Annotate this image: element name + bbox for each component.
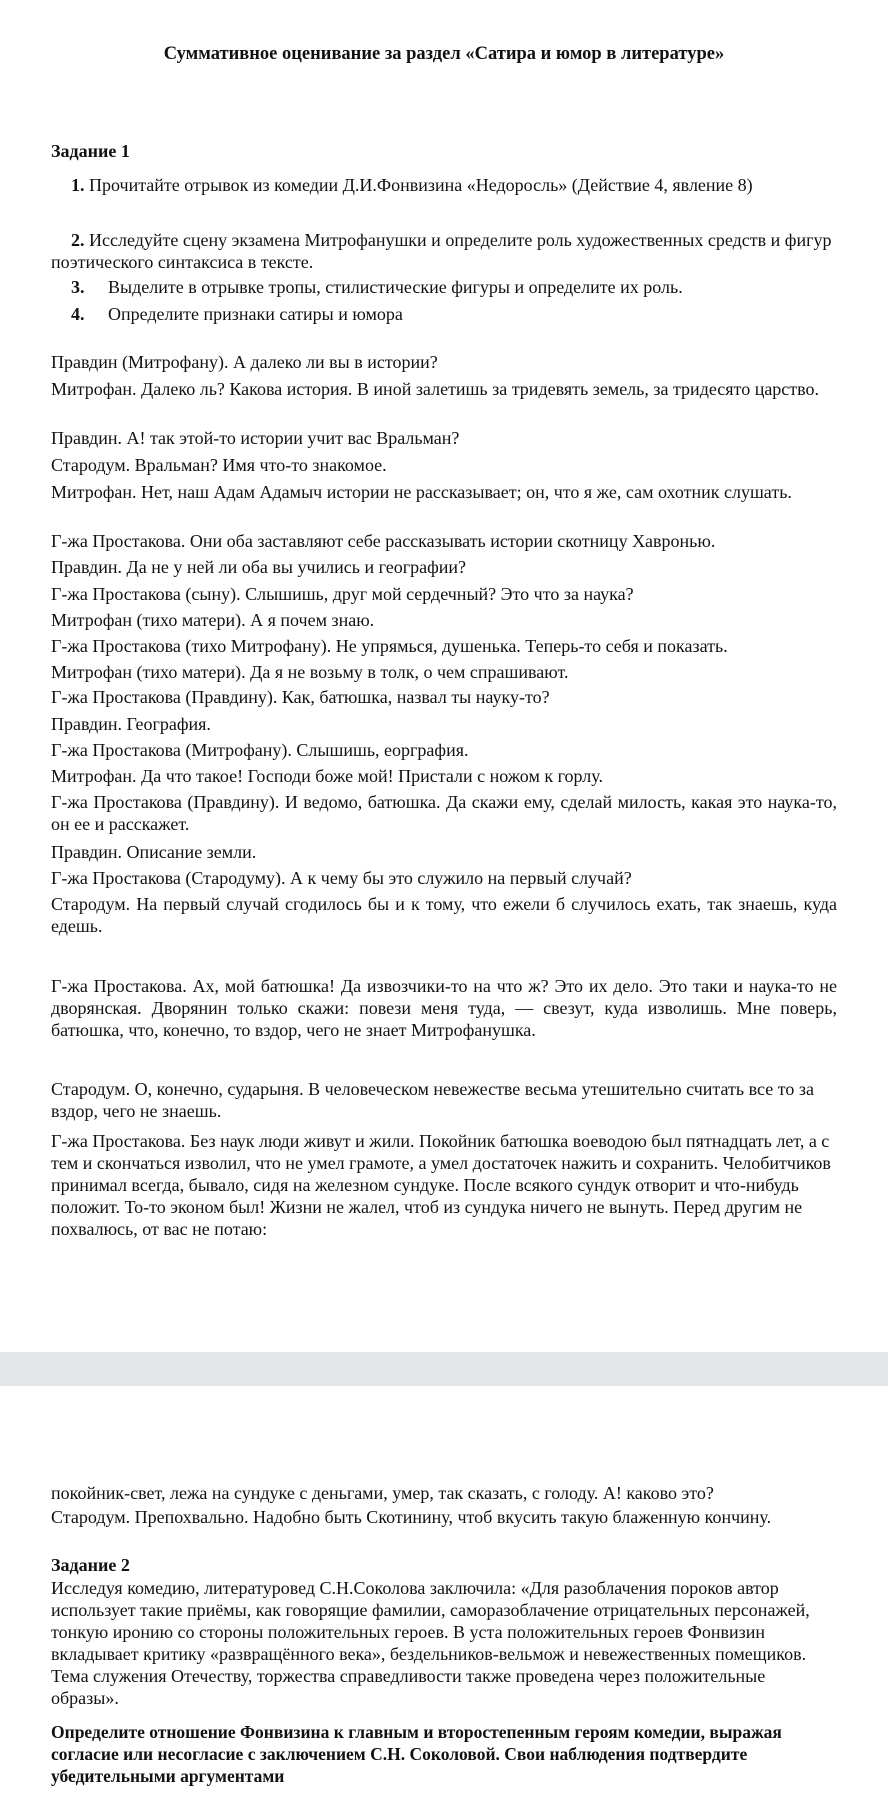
dialogue-line: Стародум. Вральман? Имя что-то знакомое. — [51, 455, 387, 475]
task1-item-2-text: Исследуйте сцену экзамена Митрофанушки и определите роль художественных средств и фигур поэтического синтаксиса в тексте. — [51, 230, 832, 272]
dialogue-line: Г-жа Простакова (Правдину). Как, батюшка, назвал ты науку-то? — [51, 687, 550, 707]
dialogue-line: Правдин (Митрофану). А далеко ли вы в истории? — [51, 352, 438, 372]
page-separator — [0, 1352, 888, 1386]
dialogue-line: Правдин. А! так этой-то истории учит вас Вральман? — [51, 428, 460, 448]
document-page-2 — [0, 1386, 888, 1799]
task2-question: Определите отношение Фонвизина к главным и второстепенным героям комедии, выражая согласие или несогласие с заключением С.Н. Соколовой. Свои наблюдения подтвердите убедительными аргументами — [51, 1722, 782, 1786]
paragraph-prostakova-2: Г-жа Простакова. Без наук люди живут и жили. Покойник батюшка воеводою был пятнадцать лет, а с тем и скончаться изволил, что не умел грамоте, а умел достаточек нажить и сохранить. Челобитчиков принимал всегда, бывало, сидя на железном сундуке. После всякого сундук отворит и что-нибудь положит. То-то эконом был! Жизни не жалел, чтоб из сундука ничего не вынуть. Перед другим не похвалюсь, от вас не потаю: — [51, 1131, 831, 1239]
dialogue-line: Г-жа Простакова (тихо Митрофану). Не упрямься, душенька. Теперь-то себя и показать. — [51, 636, 728, 656]
dialogue-line: Митрофан. Далеко ль? Какова история. В иной залетишь за тридевять земель, за тридесято царство. — [51, 379, 820, 399]
dialogue-line: Правдин. География. — [51, 714, 211, 734]
task1-item-1 — [51, 174, 837, 196]
dialogue-line: Г-жа Простакова (Митрофану). Слышишь, еорграфия. — [51, 740, 469, 760]
task1-item-4 — [51, 303, 837, 325]
paragraph-starodum: Стародум. О, конечно, сударыня. В человеческом невежестве весьма утешительно считать все то за вздор, чего не знаешь. — [51, 1079, 814, 1121]
task2-text: Исследуя комедию, литературовед С.Н.Соколова заключила: «Для разоблачения пороков автор использует такие приёмы, как говорящие фамилии, саморазоблачение отрицательных персонажей, тонкую иронию со стороны положительных героев. В уста положительных героев Фонвизин вкладывает критику «развращённого века», бездельников-вельмож и невежественных помещиков. Тема служения Отечеству, торжества справедливости также проведена через положительные образы». — [51, 1578, 810, 1708]
dialogue-line: Митрофан (тихо матери). Да я не возьму в толк, о чем спрашивают. — [51, 662, 569, 682]
dialogue-line: Г-жа Простакова. Они оба заставляют себе рассказывать истории скотницу Хавронью. — [51, 531, 716, 551]
dialogue-line: Правдин. Описание земли. — [51, 842, 257, 862]
dialogue-line: Стародум. На первый случай сгодилось бы и к тому, что ежели б случилось ехать, так знаешь, куда едешь. — [51, 894, 837, 936]
task1-heading: Задание 1 — [51, 141, 130, 161]
task1-item-4-number: 4. — [71, 304, 85, 324]
task1-item-2-number: 2. — [71, 230, 85, 250]
dialogue-line: Г-жа Простакова (Стародуму). А к чему бы это служило на первый случай? — [51, 868, 632, 888]
dialogue-line: Митрофан. Да что такое! Господи боже мой! Пристали с ножом к горлу. — [51, 766, 603, 786]
dialogue-line: Правдин. Да не у ней ли оба вы учились и географии? — [51, 557, 467, 577]
task1-item-4-text: Определите признаки сатиры и юмора — [108, 304, 403, 324]
dialogue-line: Г-жа Простакова (Правдину). И ведомо, батюшка. Да скажи ему, сделай милость, какая это наука-то, он ее и расскажет. — [51, 792, 837, 834]
task1-item-1-text: Прочитайте отрывок из комедии Д.И.Фонвизина «Недоросль» (Действие 4, явление 8) — [89, 175, 753, 195]
task1-item-1-number: 1. — [71, 175, 85, 195]
task2-heading: Задание 2 — [51, 1555, 130, 1575]
task1-item-2 — [51, 229, 837, 273]
task1-item-3 — [51, 276, 837, 298]
task1-item-3-text: Выделите в отрывке тропы, стилистические фигуры и определите их роль. — [108, 277, 683, 297]
starodum-line: Стародум. Препохвально. Надобно быть Скотинину, чтоб вкусить такую блаженную кончину. — [51, 1507, 772, 1527]
continuation-line: покойник-свет, лежа на сундуке с деньгами, умер, так сказать, с голоду. А! каково это? — [51, 1483, 714, 1503]
dialogue-line: Г-жа Простакова (сыну). Слышишь, друг мой сердечный? Это что за наука? — [51, 584, 634, 604]
paragraph-prostakova: Г-жа Простакова. Ах, мой батюшка! Да извозчики-то на что ж? Это их дело. Это таки и наука-то не дворянская. Дворянин только скажи: повези меня туда, — свезут, куда изволишь. Мне поверь, батюшка, что, конечно, то вздор, чего не знает Митрофанушка. — [51, 976, 837, 1040]
dialogue-line: Митрофан. Нет, наш Адам Адамыч истории не рассказывает; он, что я же, сам охотник слушать. — [51, 482, 792, 502]
dialogue-line: Митрофан (тихо матери). А я почем знаю. — [51, 610, 375, 630]
task1-item-3-number: 3. — [71, 277, 85, 297]
page-title: Суммативное оценивание за раздел «Сатира и юмор в литературе» — [163, 44, 725, 64]
